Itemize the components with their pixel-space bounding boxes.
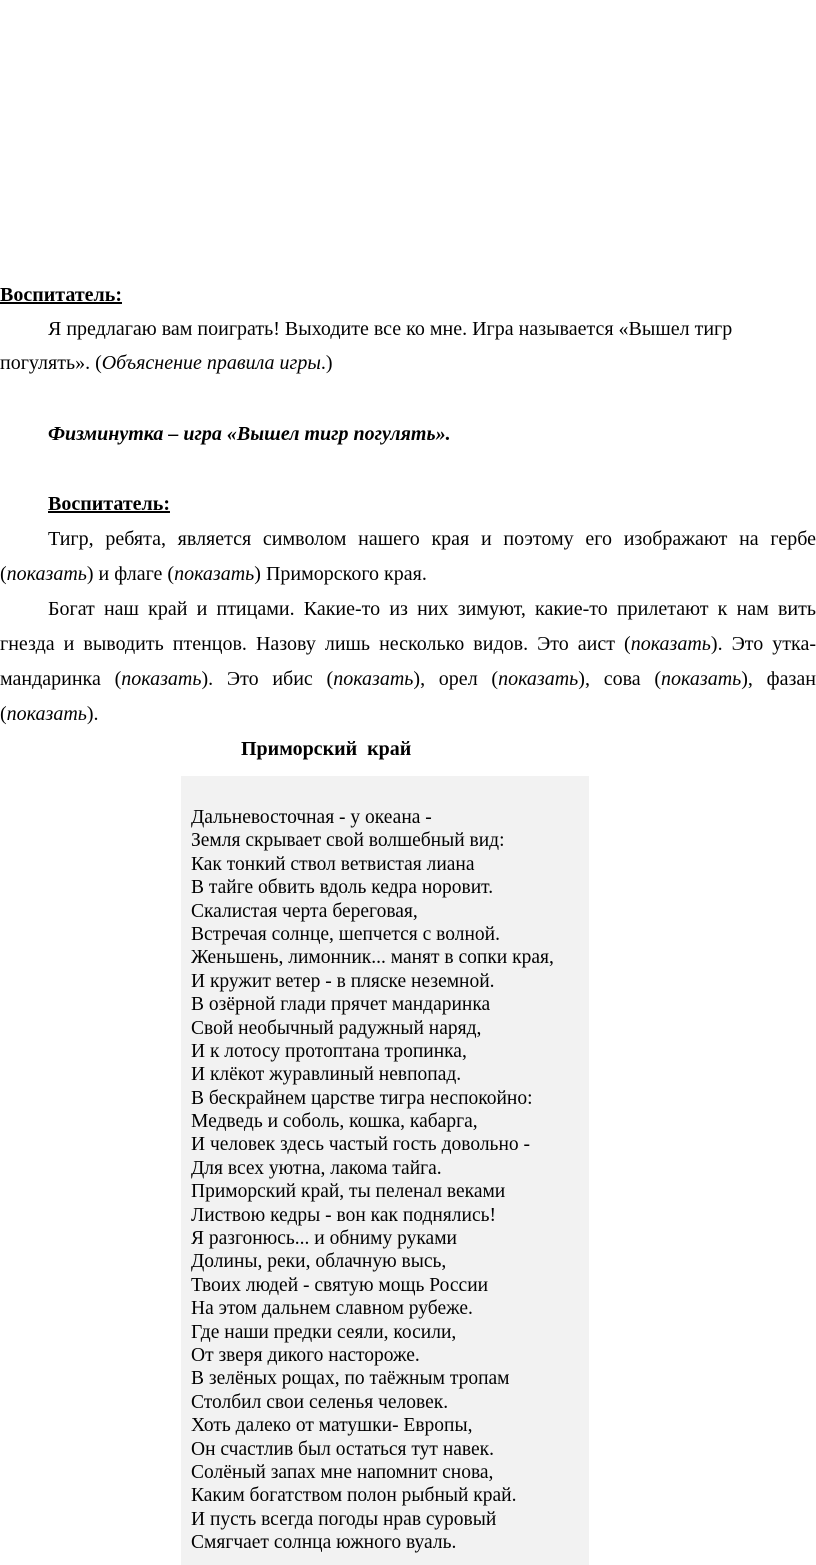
text-span: мандаринка ( bbox=[0, 668, 122, 690]
poem-line: Солёный запах мне напомнит снова, bbox=[191, 1461, 494, 1483]
text-span: ). Это ибис ( bbox=[201, 668, 334, 690]
paragraph-3-line-1: Богат наш край и птицами. Какие-то из них зимуют, какие-то прилетают к нам вить bbox=[48, 598, 816, 620]
poem-line: Медведь и соболь, кошка, кабарга, bbox=[191, 1111, 478, 1133]
poem-line: Листвою кедры - вон как поднялись! bbox=[191, 1204, 496, 1226]
paragraph-3-line-4 bbox=[0, 702, 99, 726]
italic-show: показать bbox=[630, 633, 711, 655]
paragraph-1-italic: Объяснение правила игры bbox=[101, 352, 321, 374]
text-span: ( bbox=[0, 703, 7, 725]
poem-line: В бескрайнем царстве тигра неспокойно: bbox=[191, 1087, 533, 1109]
speaker-label-2: Воспитатель: bbox=[48, 493, 170, 515]
poem-line: Скалистая черта береговая, bbox=[191, 900, 418, 922]
italic-show: показать bbox=[333, 668, 414, 690]
poem-line: Я разгонюсь... и обниму руками bbox=[191, 1228, 457, 1250]
italic-show: показать bbox=[6, 563, 87, 585]
paragraph-3-line-2 bbox=[0, 632, 816, 656]
text-span: ( bbox=[0, 563, 7, 585]
text-span: ) Приморского края. bbox=[254, 563, 427, 585]
poem-line: На этом дальнем славном рубеже. bbox=[191, 1298, 473, 1320]
speaker-label-1: Воспитатель: bbox=[0, 284, 122, 306]
poem-line: Женьшень, лимонник... манят в сопки края, bbox=[191, 947, 554, 969]
paragraph-2-line-1: Тигр, ребята, является символом нашего края и поэтому его изображают на гербе bbox=[48, 528, 816, 550]
poem-line: Для всех уютна, лакома тайга. bbox=[191, 1157, 442, 1179]
text-span: ), сова ( bbox=[578, 668, 662, 690]
text-span: ). bbox=[86, 703, 99, 725]
poem-line: В тайге обвить вдоль кедра норовит. bbox=[191, 877, 494, 899]
poem-line: И пусть всегда погоды нрав суровый bbox=[191, 1508, 497, 1530]
poem-line: Он счастлив был остаться тут навек. bbox=[191, 1438, 495, 1460]
paragraph-1-text-end: .) bbox=[320, 352, 333, 374]
activity-heading: Физминутка – игра «Вышел тигр погулять». bbox=[48, 423, 451, 445]
poem-line: И человек здесь частый гость довольно - bbox=[191, 1134, 530, 1156]
poem-line: В зелёных рощах, по таёжным тропам bbox=[191, 1368, 510, 1390]
poem-line: Твоих людей - святую мощь России bbox=[191, 1274, 489, 1296]
poem-line: И кружит ветер - в пляске неземной. bbox=[191, 970, 495, 992]
text-span: гнезда и выводить птенцов. Назову лишь несколько видов. Это аист ( bbox=[0, 633, 631, 655]
paragraph-1-line-2 bbox=[0, 351, 333, 375]
poem-title: Приморский край bbox=[241, 738, 412, 760]
poem-line: И к лотосу протоптана тропинка, bbox=[191, 1040, 467, 1062]
poem-line: Свой необычный радужный наряд, bbox=[191, 1017, 482, 1039]
poem-line: В озёрной глади прячет мандаринка bbox=[191, 994, 491, 1016]
poem-line: От зверя дикого настороже. bbox=[191, 1344, 420, 1366]
paragraph-1-line-1: Я предлагаю вам поиграть! Выходите все ко мне. Игра называется «Вышел тигр bbox=[48, 318, 733, 340]
text-span: ). Это утка- bbox=[710, 633, 816, 655]
italic-show: показать bbox=[498, 668, 579, 690]
italic-show: показать bbox=[121, 668, 202, 690]
poem-line: Где наши предки сеяли, косили, bbox=[191, 1321, 457, 1343]
poem-line: Земля скрывает свой волшебный вид: bbox=[191, 830, 505, 852]
poem-line: Долины, реки, облачную высь, bbox=[191, 1251, 447, 1273]
paragraph-2-line-2 bbox=[0, 562, 427, 586]
text-span: ) и флаге ( bbox=[86, 563, 175, 585]
poem-line: Каким богатством полон рыбный край. bbox=[191, 1485, 517, 1507]
text-span: ), орел ( bbox=[413, 668, 499, 690]
paragraph-1-text: погулять». ( bbox=[0, 352, 102, 374]
poem-line: Смягчает солнца южного вуаль. bbox=[191, 1532, 457, 1554]
poem-text bbox=[191, 806, 554, 1555]
italic-show: показать bbox=[661, 668, 742, 690]
poem-line: Хоть далеко от матушки- Европы, bbox=[191, 1415, 473, 1437]
italic-show: показать bbox=[6, 703, 87, 725]
paragraph-3-line-3 bbox=[0, 667, 816, 691]
text-span: ), фазан bbox=[741, 668, 816, 690]
poem-line: Приморский край, ты пеленал веками bbox=[191, 1181, 506, 1203]
poem-line: И клёкот журавлиный невпопад. bbox=[191, 1064, 462, 1086]
poem-line: Как тонкий ствол ветвистая лиана bbox=[191, 853, 475, 875]
poem-line: Дальневосточная - у океана - bbox=[191, 807, 432, 828]
poem-line: Встречая солнце, шепчется с волной. bbox=[191, 923, 500, 945]
poem-line: Столбил свои селенья человек. bbox=[191, 1391, 449, 1413]
italic-show: показать bbox=[174, 563, 255, 585]
